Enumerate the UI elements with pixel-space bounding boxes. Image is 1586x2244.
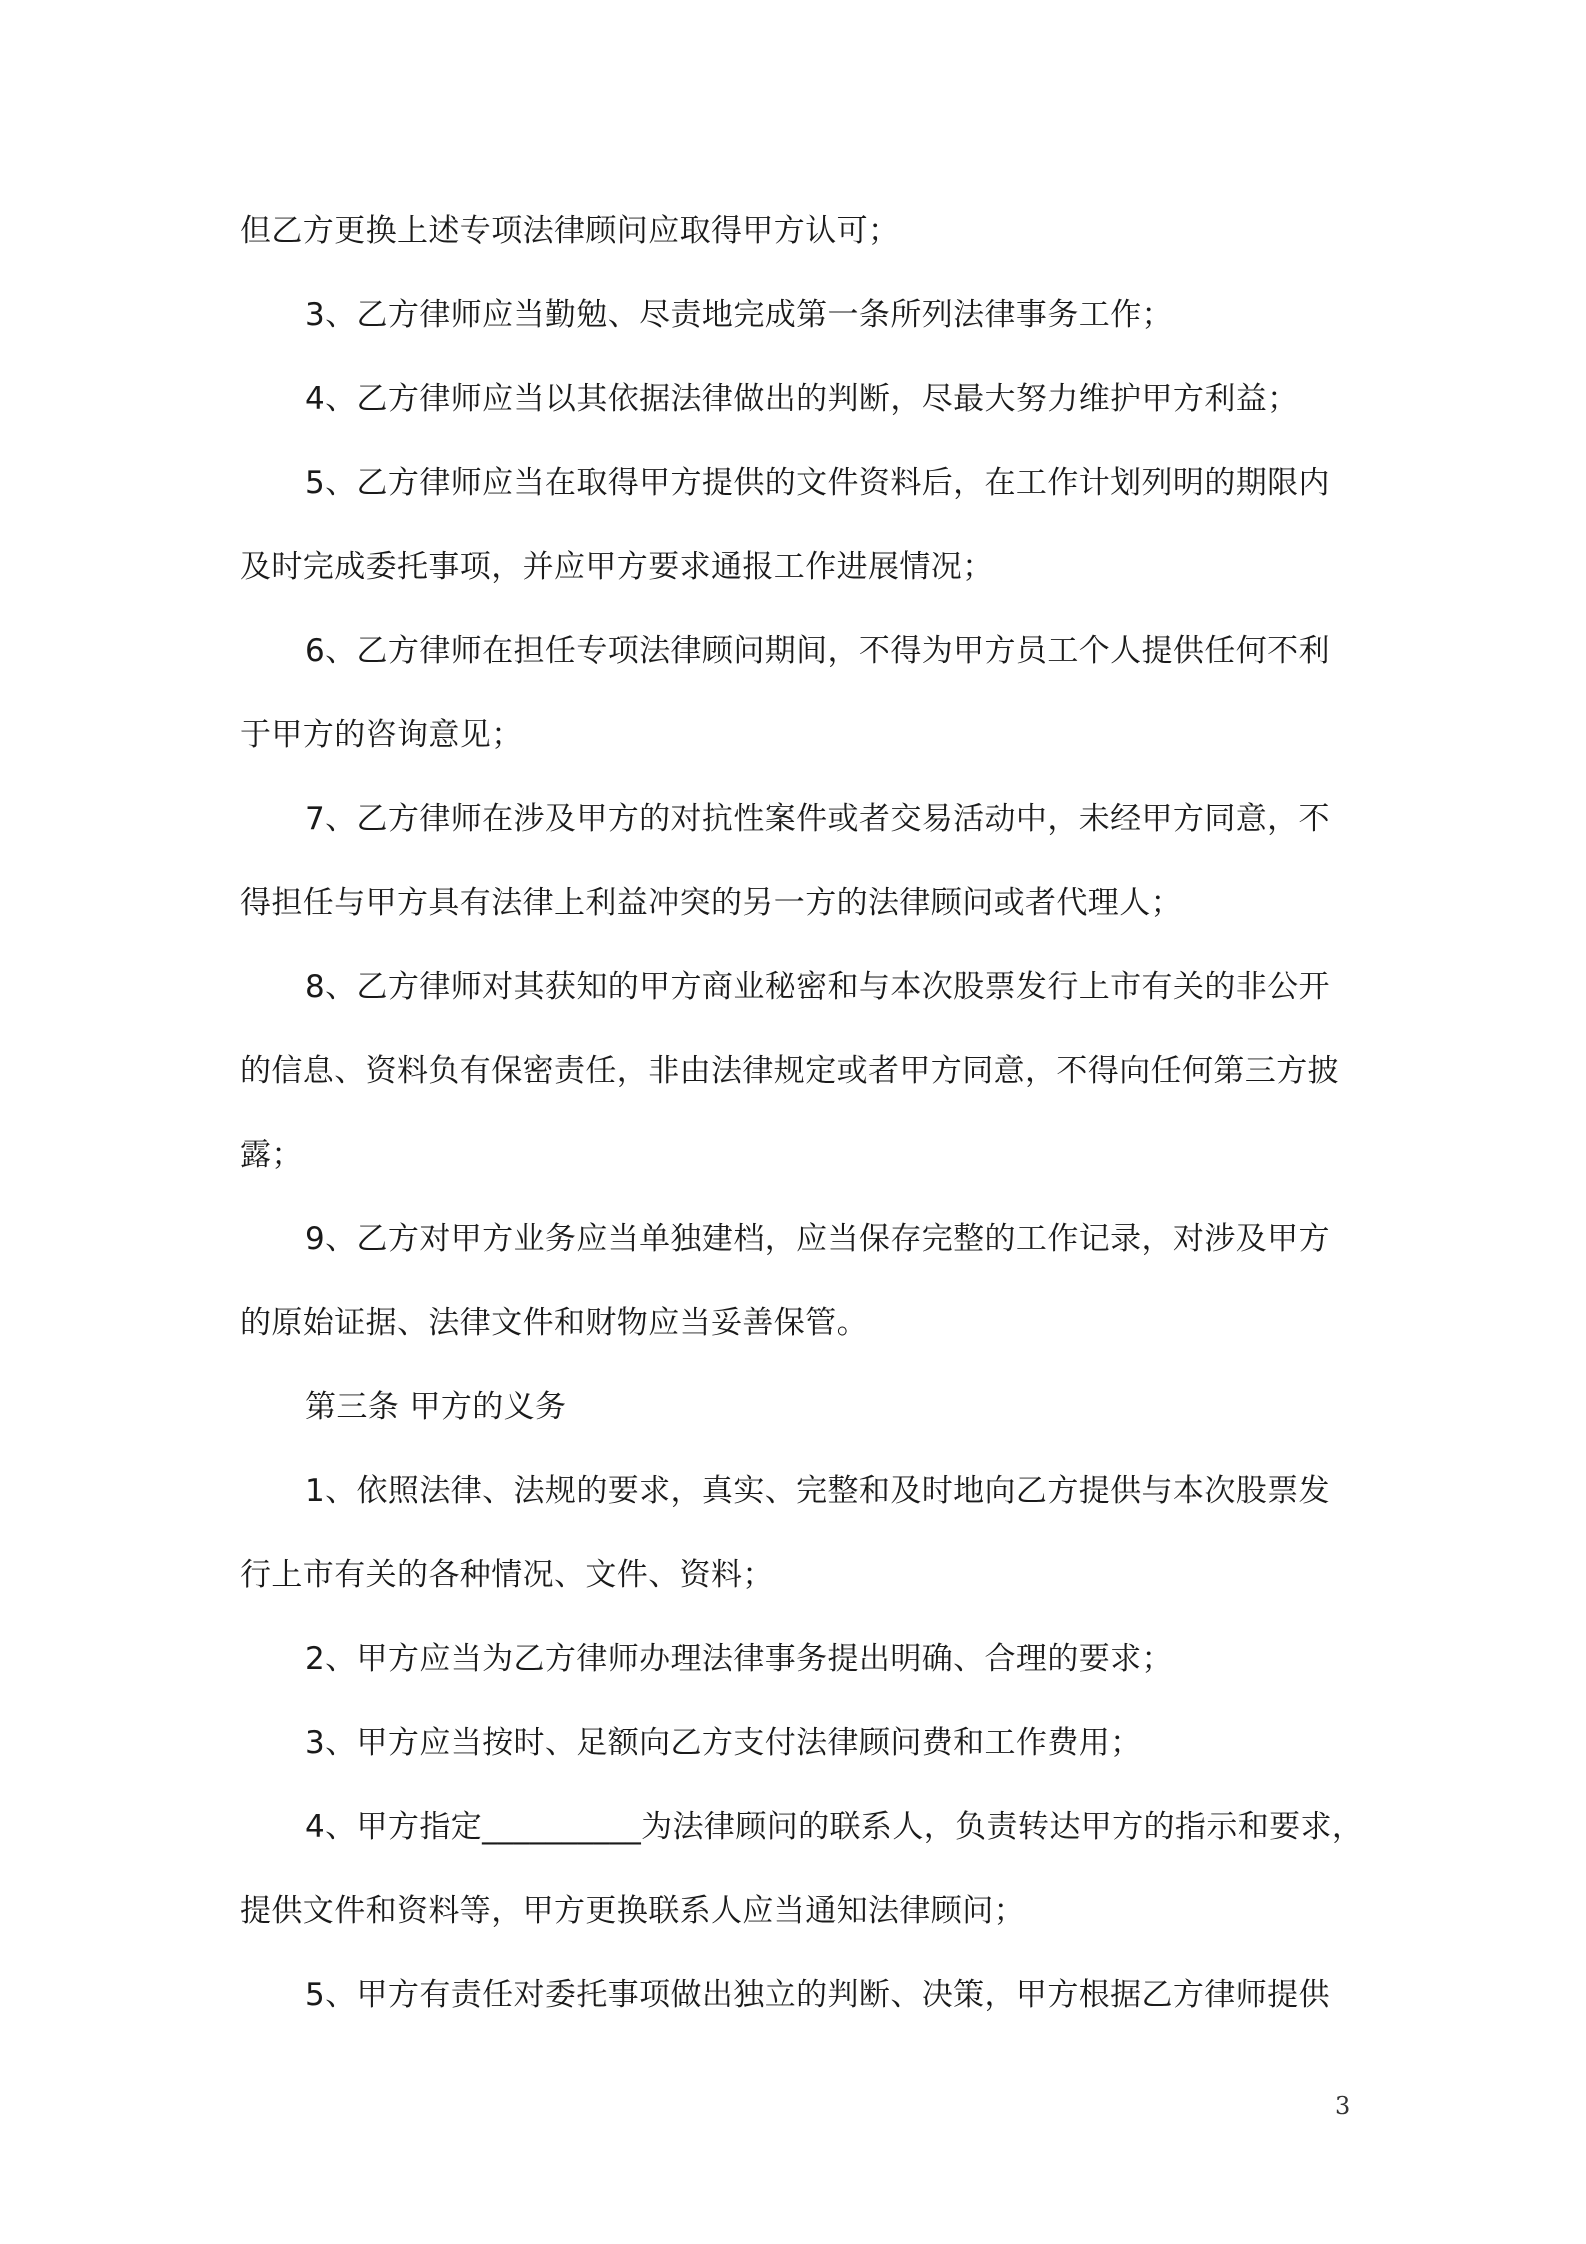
text-line: 2、甲方应当为乙方律师办理法律事务提出明确、合理的要求；: [305, 1641, 1173, 1677]
text-line: 3、乙方律师应当勤勉、尽责地完成第一条所列法律事务工作；: [305, 297, 1173, 333]
text-line: 4、甲方指定__________为法律顾问的联系人，负责转达甲方的指示和要求，: [305, 1809, 1364, 1845]
text-line: 4、乙方律师应当以其依据法律做出的判断，尽最大努力维护甲方利益；: [305, 381, 1299, 417]
page-number: 3: [1335, 2092, 1351, 2120]
text-line: 3、甲方应当按时、足额向乙方支付法律顾问费和工作费用；: [305, 1725, 1142, 1761]
text-line: 于甲方的咨询意见；: [240, 717, 523, 753]
text-line: 9、乙方对甲方业务应当单独建档，应当保存完整的工作记录，对涉及甲方: [305, 1221, 1330, 1257]
text-line: 的信息、资料负有保密责任，非由法律规定或者甲方同意，不得向任何第三方披: [240, 1053, 1339, 1089]
text-line: 及时完成委托事项，并应甲方要求通报工作进展情况；: [240, 549, 994, 585]
text-line: 8、乙方律师对其获知的甲方商业秘密和与本次股票发行上市有关的非公开: [305, 969, 1330, 1005]
text-line: 5、乙方律师应当在取得甲方提供的文件资料后，在工作计划列明的期限内: [305, 465, 1330, 501]
text-line: 1、依照法律、法规的要求，真实、完整和及时地向乙方提供与本次股票发: [305, 1473, 1330, 1509]
text-line: 露；: [240, 1137, 303, 1173]
text-line: 7、乙方律师在涉及甲方的对抗性案件或者交易活动中，未经甲方同意，不: [305, 801, 1330, 837]
section-heading: 第三条 甲方的义务: [305, 1389, 567, 1425]
text-line: 但乙方更换上述专项法律顾问应取得甲方认可；: [240, 213, 900, 249]
text-line: 5、甲方有责任对委托事项做出独立的判断、决策，甲方根据乙方律师提供: [305, 1977, 1330, 2013]
text-line: 的原始证据、法律文件和财物应当妥善保管。: [240, 1305, 868, 1341]
document-body: [240, 199, 1364, 2047]
text-line: 6、乙方律师在担任专项法律顾问期间，不得为甲方员工个人提供任何不利: [305, 633, 1330, 669]
text-line: 提供文件和资料等，甲方更换联系人应当通知法律顾问；: [240, 1893, 1025, 1929]
text-line: 得担任与甲方具有法律上利益冲突的另一方的法律顾问或者代理人；: [240, 885, 1182, 921]
text-line: 行上市有关的各种情况、文件、资料；: [240, 1557, 774, 1593]
